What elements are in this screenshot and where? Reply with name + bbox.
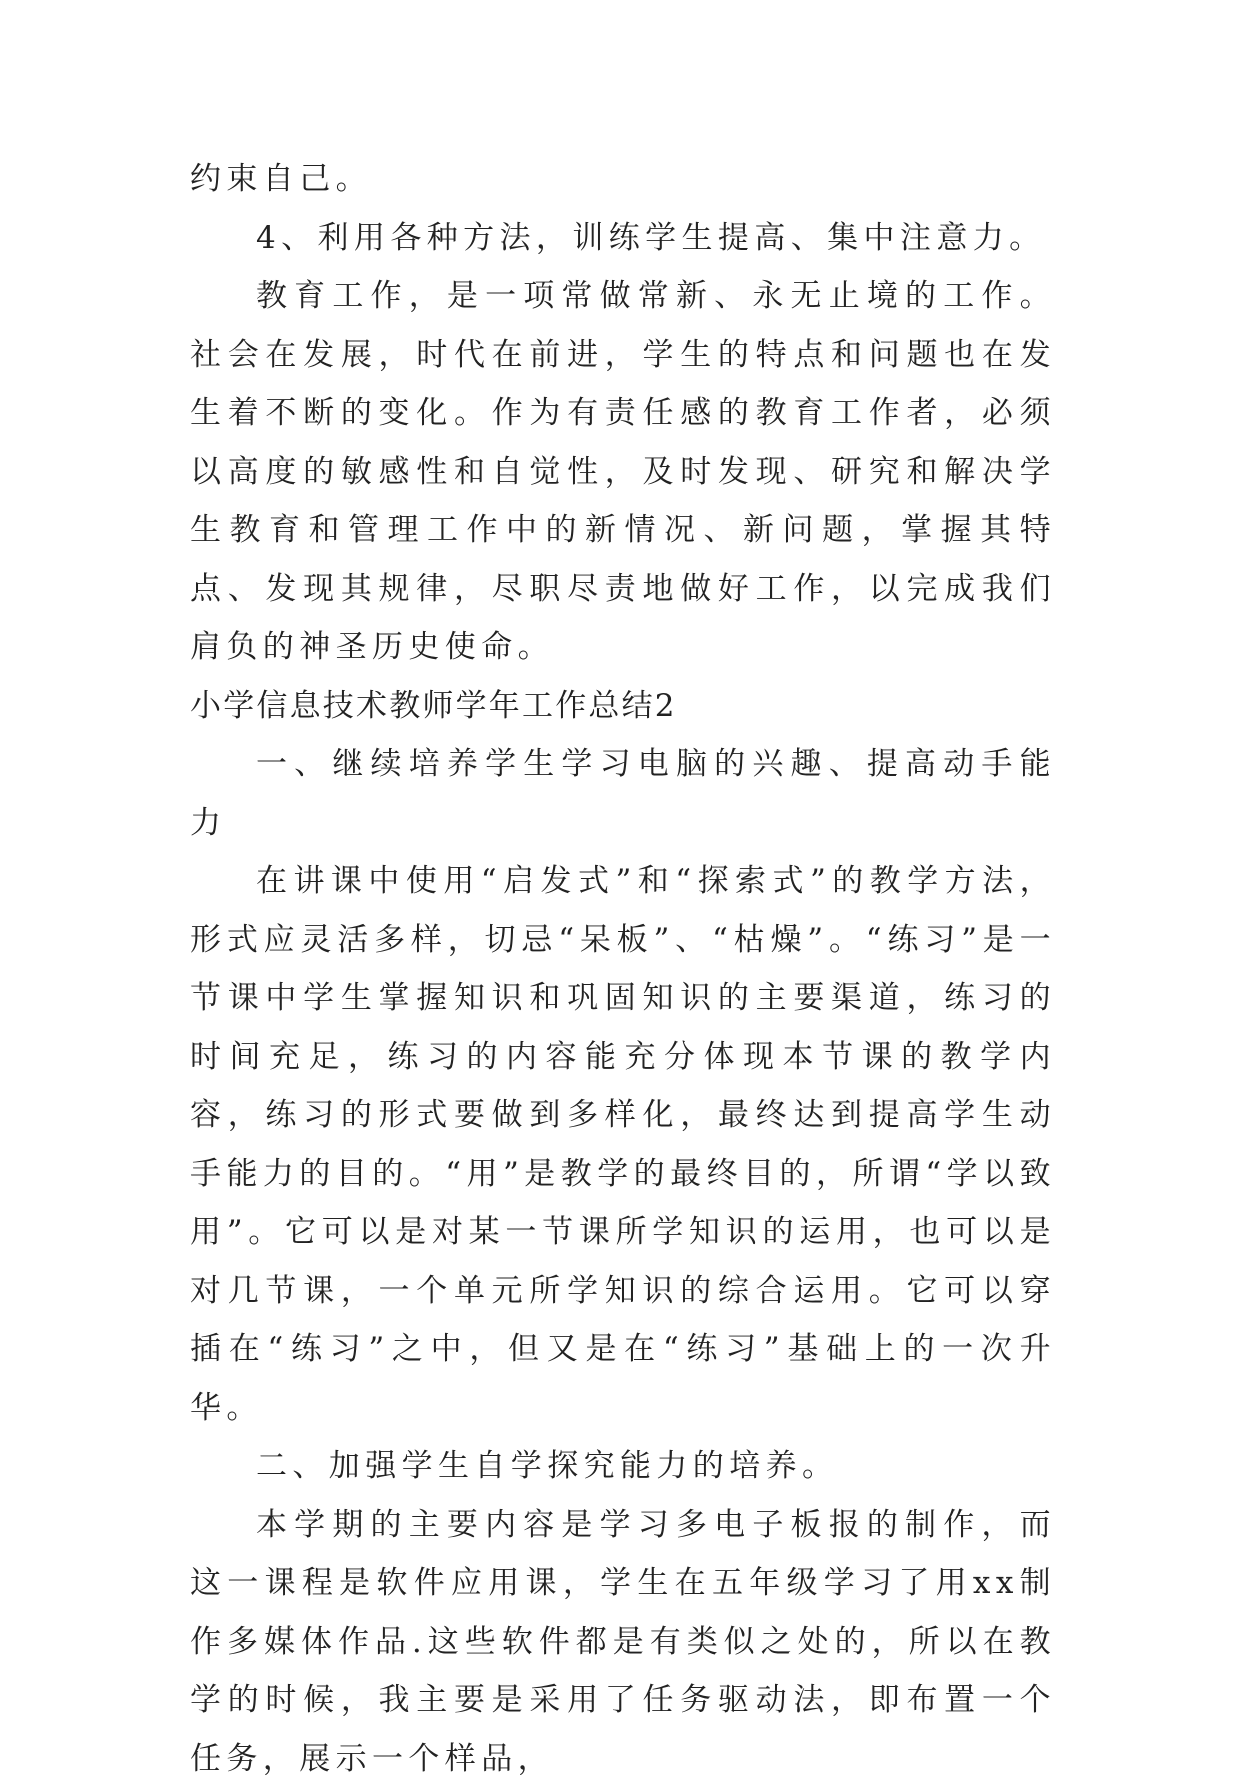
section-title: 小学信息技术教师学年工作总结2 [190,677,1056,736]
paragraph-item-4: 4、利用各种方法，训练学生提高、集中注意力。 [190,209,1056,268]
paragraph-teaching-method: 在讲课中使用“启发式”和“探索式”的教学方法，形式应灵活多样，切忌“呆板”、“枯燥”。“练习”是一节课中学生掌握知识和巩固知识的主要渠道，练习的时间充足，练习的内容能充分体现本节课的教学内容，练习的形式要做到多样化，最终达到提高学生动手能力的目的。“用”是教学的最终目的，所谓“学以致用”。它可以是对某一节课所学知识的运用，也可以是对几节课，一个单元所学知识的综合运用。它可以穿插在“练习”之中，但又是在“练习”基础上的一次升华。 [190,852,1056,1437]
paragraph-semester-content: 本学期的主要内容是学习多电子板报的制作，而这一课程是软件应用课，学生在五年级学习了用xx制作多媒体作品.这些软件都是有类似之处的，所以在教学的时候，我主要是采用了任务驱动法，即布置一个任务，展示一个样品， [190,1496,1056,1788]
subheading-one: 一、继续培养学生学习电脑的兴趣、提高动手能力 [190,735,1056,852]
subheading-two: 二、加强学生自学探究能力的培养。 [190,1437,1056,1496]
document-page [190,150,1056,1788]
paragraph-conclusion: 教育工作，是一项常做常新、永无止境的工作。社会在发展，时代在前进，学生的特点和问题也在发生着不断的变化。作为有责任感的教育工作者，必须以高度的敏感性和自觉性，及时发现、研究和解决学生教育和管理工作中的新情况、新问题，掌握其特点、发现其规律，尽职尽责地做好工作，以完成我们肩负的神圣历史使命。 [190,267,1056,677]
paragraph-continuation: 约束自己。 [190,150,1056,209]
